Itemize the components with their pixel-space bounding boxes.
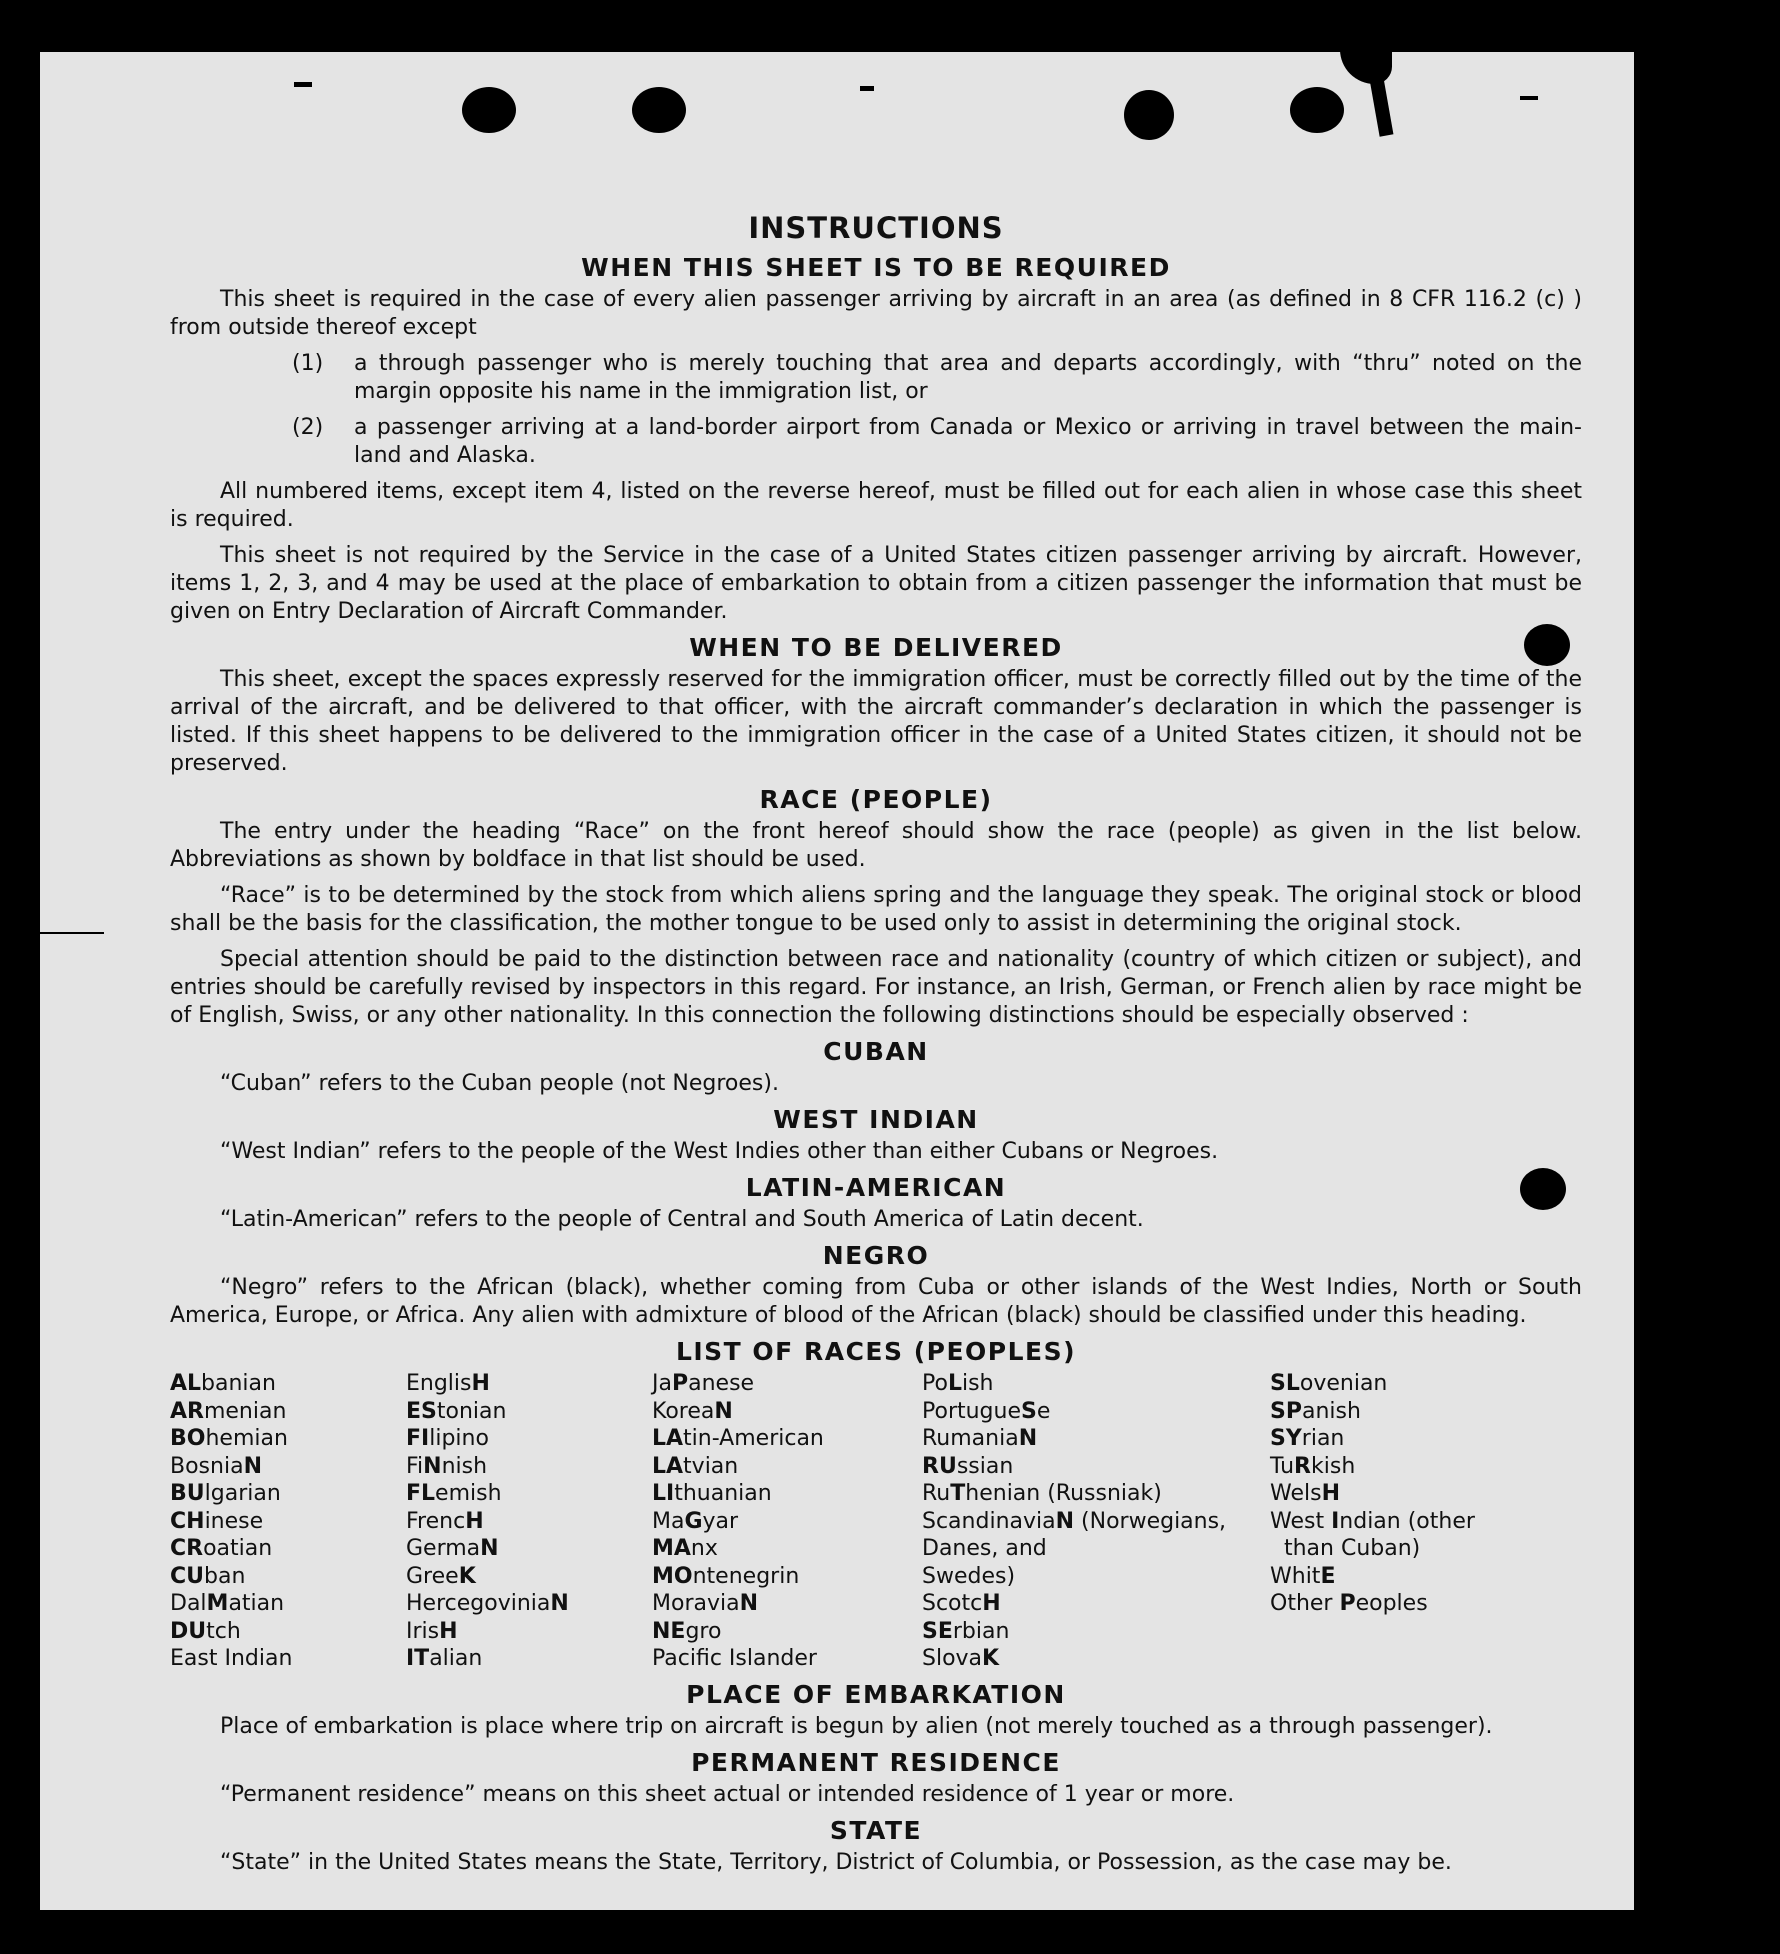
race-text: Englis bbox=[406, 1371, 472, 1396]
race-abbreviation: BU bbox=[170, 1481, 205, 1506]
race-text: Scotc bbox=[922, 1591, 983, 1616]
race-entry bbox=[170, 1563, 406, 1591]
race-text: ish bbox=[961, 1371, 994, 1396]
race-text: Scandinavia bbox=[922, 1508, 1056, 1534]
race-text: Wels bbox=[1270, 1481, 1322, 1506]
race-entry bbox=[922, 1590, 1270, 1618]
race-abbreviation: NE bbox=[652, 1618, 686, 1644]
item-number: (2) bbox=[292, 415, 324, 440]
race-abbreviation: AR bbox=[170, 1398, 204, 1424]
race-entry bbox=[406, 1508, 652, 1536]
race-entry bbox=[406, 1453, 652, 1481]
race-entry bbox=[1270, 1480, 1570, 1508]
race-entry bbox=[1270, 1398, 1570, 1426]
race-abbreviation: MO bbox=[652, 1563, 693, 1589]
race-entry bbox=[652, 1563, 922, 1591]
race-entry bbox=[406, 1563, 652, 1591]
section-heading-latin-american: LATIN-AMERICAN bbox=[745, 1173, 1007, 1202]
race-text: Swedes) bbox=[922, 1563, 1016, 1589]
race-abbreviation: N bbox=[714, 1398, 733, 1424]
race-abbreviation: MA bbox=[652, 1536, 691, 1561]
race-entry bbox=[170, 1453, 406, 1481]
race-abbreviation: BO bbox=[170, 1426, 206, 1451]
race-entry bbox=[652, 1618, 922, 1646]
race-entry bbox=[652, 1508, 922, 1536]
section-heading-residence: PERMANENT RESIDENCE bbox=[691, 1747, 1061, 1777]
race-para-1: The entry under the heading “Race” on the front hereof should show the race (people) as given in the list below. Abbreviations as shown by boldface in that list should be used. bbox=[170, 819, 1582, 872]
west-indian-definition: “West Indian” refers to the people of the West Indies other than either Cubans or Negroes. bbox=[220, 1139, 1219, 1164]
race-entry bbox=[406, 1618, 652, 1646]
required-intro: This sheet is required in the case of every alien passenger arriving by aircraft in an area (as defined in 8 CFR 116.2 (c) ) from outside thereof except bbox=[170, 287, 1582, 340]
race-abbreviation: S bbox=[1021, 1398, 1037, 1424]
section-heading-required: WHEN THIS SHEET IS TO BE REQUIRED bbox=[581, 253, 1171, 282]
race-para-3: Special attention should be paid to the distinction between race and nationality (country of which citizen or subject), and entries should be carefully revised by inspectors in this regard. For instance, an Irish, German, or French alien by race might be of English, Swiss, or any other nationality. In this connection the following distinctions should be especially observed : bbox=[170, 947, 1582, 1028]
race-abbreviation: N bbox=[739, 1591, 759, 1616]
race-text: Rumania bbox=[922, 1426, 1019, 1451]
race-text: oatian bbox=[203, 1536, 273, 1561]
race-abbreviation: H bbox=[982, 1591, 1001, 1616]
race-abbreviation: E bbox=[1320, 1563, 1336, 1589]
race-text: tch bbox=[206, 1618, 241, 1644]
race-text: Whit bbox=[1270, 1563, 1321, 1589]
race-abbreviation: IT bbox=[406, 1646, 430, 1671]
race-entry bbox=[170, 1480, 406, 1508]
torn-edge bbox=[1369, 71, 1394, 136]
section-heading-list-of-races: LIST OF RACES (PEOPLES) bbox=[675, 1337, 1077, 1366]
race-entry bbox=[170, 1508, 406, 1536]
race-text: eoples bbox=[1355, 1591, 1428, 1616]
race-text: Dal bbox=[170, 1591, 207, 1616]
race-text: banian bbox=[201, 1371, 276, 1396]
race-entry bbox=[406, 1425, 652, 1453]
races-list bbox=[170, 1370, 1582, 1673]
race-abbreviation: I bbox=[1331, 1508, 1340, 1534]
race-text: alian bbox=[429, 1646, 483, 1671]
section-heading-state: STATE bbox=[829, 1815, 923, 1845]
race-entry bbox=[1270, 1590, 1570, 1618]
race-text: Gree bbox=[406, 1563, 459, 1589]
race-entry bbox=[922, 1370, 1270, 1398]
race-entry bbox=[922, 1618, 1270, 1646]
race-text: Ru bbox=[922, 1481, 951, 1506]
race-entry bbox=[170, 1535, 406, 1563]
race-abbreviation: CR bbox=[170, 1536, 204, 1561]
race-text: Pacific Islander bbox=[652, 1646, 817, 1671]
race-para-2: “Race” is to be determined by the stock from which aliens spring and the language they speak. The original stock or blood shall be the basis for the classification, the mother tongue to be used only to assist in determining the original stock. bbox=[170, 883, 1582, 936]
race-text: Ma bbox=[652, 1508, 685, 1534]
race-entry bbox=[406, 1370, 652, 1398]
race-text: nish bbox=[441, 1453, 488, 1479]
race-entry bbox=[922, 1535, 1270, 1563]
race-abbreviation: K bbox=[458, 1563, 476, 1589]
race-abbreviation: SE bbox=[922, 1618, 953, 1644]
race-abbreviation: M bbox=[206, 1591, 229, 1616]
race-entry bbox=[652, 1398, 922, 1426]
race-text: anese bbox=[688, 1371, 755, 1396]
race-text: Moravia bbox=[652, 1591, 740, 1616]
section-heading-cuban: CUBAN bbox=[823, 1037, 929, 1066]
race-text: lipino bbox=[429, 1426, 489, 1451]
race-text: Other bbox=[1270, 1591, 1340, 1616]
race-text: Iris bbox=[406, 1618, 440, 1644]
race-abbreviation: N bbox=[423, 1453, 442, 1479]
race-text: kish bbox=[1311, 1453, 1356, 1479]
race-entry bbox=[922, 1425, 1270, 1453]
race-text: Portugue bbox=[922, 1398, 1021, 1424]
race-abbreviation: RU bbox=[922, 1453, 957, 1479]
race-abbreviation: K bbox=[982, 1646, 1000, 1671]
race-entry bbox=[922, 1453, 1270, 1481]
race-text: ban bbox=[204, 1563, 246, 1589]
race-text: hemian bbox=[205, 1426, 288, 1451]
state-definition: “State” in the United States means the State, Territory, District of Columbia, or Possession, as the case may be. bbox=[220, 1849, 1452, 1875]
race-entry bbox=[406, 1398, 652, 1426]
race-text: Fi bbox=[406, 1453, 424, 1479]
race-entry bbox=[170, 1618, 406, 1646]
race-abbreviation: P bbox=[1339, 1591, 1356, 1616]
race-text: ntenegrin bbox=[692, 1563, 800, 1589]
race-abbreviation: H bbox=[1321, 1481, 1340, 1506]
race-text: Ja bbox=[652, 1371, 672, 1396]
race-abbreviation: DU bbox=[170, 1618, 207, 1644]
section-heading-negro: NEGRO bbox=[822, 1241, 930, 1270]
race-entry bbox=[406, 1645, 652, 1673]
required-para-numbered-items: All numbered items, except item 4, listed on the reverse hereof, must be filled out for each alien in whose case this sheet is required. bbox=[170, 479, 1582, 532]
race-entry bbox=[922, 1645, 1270, 1673]
race-text: tvian bbox=[683, 1453, 739, 1479]
race-entry bbox=[652, 1425, 922, 1453]
race-abbreviation: G bbox=[684, 1508, 703, 1534]
race-text: gro bbox=[685, 1618, 722, 1644]
race-entry bbox=[922, 1563, 1270, 1591]
race-entry bbox=[170, 1645, 406, 1673]
punch-hole bbox=[1124, 90, 1174, 140]
race-text: Tu bbox=[1270, 1453, 1295, 1479]
race-abbreviation: T bbox=[950, 1481, 966, 1506]
race-abbreviation: LI bbox=[652, 1481, 675, 1506]
race-text: lgarian bbox=[204, 1481, 281, 1506]
negro-definition: “Negro” refers to the African (black), whether coming from Cuba or other islands of the West Indies, North or South America, Europe, or Africa. Any alien with admixture of blood of the African (black) should be classified under this heading. bbox=[170, 1275, 1582, 1328]
exception-item bbox=[170, 350, 1582, 406]
race-text: inese bbox=[204, 1508, 264, 1534]
torn-corner bbox=[1340, 48, 1392, 84]
page-title: INSTRUCTIONS bbox=[748, 211, 1004, 245]
race-abbreviation: L bbox=[947, 1371, 962, 1396]
race-abbreviation: AL bbox=[170, 1371, 202, 1396]
race-text: anish bbox=[1301, 1398, 1361, 1424]
race-entry bbox=[1270, 1453, 1570, 1481]
race-text: ovenian bbox=[1299, 1371, 1388, 1396]
race-entry bbox=[652, 1590, 922, 1618]
race-abbreviation: N bbox=[480, 1536, 499, 1561]
race-text: West bbox=[1270, 1508, 1332, 1534]
race-abbreviation: H bbox=[439, 1618, 458, 1644]
punch-hole bbox=[462, 87, 516, 133]
required-para-citizen: This sheet is not required by the Service in the case of a United States citizen passenger arriving by aircraft. However, items 1, 2, 3, and 4 may be used at the place of embarkation to obtain from a citizen passenger the information that must be given on Entry Declaration of Aircraft Commander. bbox=[170, 543, 1582, 624]
paper-mark bbox=[1520, 96, 1538, 100]
race-entry bbox=[406, 1590, 652, 1618]
race-text: nx bbox=[690, 1536, 718, 1561]
race-text: thuanian bbox=[674, 1481, 772, 1506]
race-entry bbox=[170, 1370, 406, 1398]
punch-hole bbox=[632, 87, 686, 133]
race-text: Slova bbox=[922, 1646, 983, 1671]
delivered-para: This sheet, except the spaces expressly reserved for the immigration officer, must be correctly filled out by the time of the arrival of the aircraft, and be delivered to that officer, with the aircraft commander’s declaration in which the passenger is listed. If this sheet happens to be delivered to the immigration officer in the case of a United States citizen, it should not be preserved. bbox=[170, 667, 1582, 776]
race-text: henian (Russniak) bbox=[965, 1481, 1162, 1506]
race-abbreviation: FI bbox=[406, 1426, 430, 1451]
race-abbreviation: SL bbox=[1270, 1371, 1300, 1396]
race-entry bbox=[652, 1535, 922, 1563]
race-entry bbox=[1270, 1425, 1570, 1453]
race-abbreviation: LA bbox=[652, 1453, 684, 1479]
section-heading-embarkation: PLACE OF EMBARKATION bbox=[686, 1679, 1066, 1709]
race-abbreviation: ES bbox=[406, 1398, 437, 1424]
race-text: Danes, and bbox=[922, 1536, 1047, 1561]
race-text: Po bbox=[922, 1371, 948, 1396]
race-abbreviation: FL bbox=[406, 1481, 436, 1506]
race-entry bbox=[170, 1590, 406, 1618]
race-text: Korea bbox=[652, 1398, 715, 1424]
race-text: ssian bbox=[956, 1453, 1014, 1479]
race-abbreviation: P bbox=[671, 1371, 689, 1396]
punch-hole bbox=[1290, 87, 1344, 133]
race-text: than Cuban) bbox=[1270, 1536, 1421, 1561]
race-entry bbox=[1270, 1563, 1570, 1591]
race-entry bbox=[1270, 1370, 1570, 1398]
race-abbreviation: H bbox=[471, 1371, 490, 1396]
race-text: East Indian bbox=[170, 1646, 293, 1671]
race-entry bbox=[652, 1480, 922, 1508]
race-text: menian bbox=[203, 1398, 287, 1424]
race-entry bbox=[922, 1480, 1270, 1508]
races-column bbox=[922, 1370, 1270, 1673]
section-heading-delivered: WHEN TO BE DELIVERED bbox=[689, 633, 1063, 662]
race-text: rian bbox=[1301, 1426, 1345, 1451]
cuban-definition: “Cuban” refers to the Cuban people (not Negroes). bbox=[220, 1071, 779, 1096]
race-abbreviation: LA bbox=[652, 1426, 684, 1451]
instructions-content bbox=[170, 162, 1582, 1883]
races-column bbox=[406, 1370, 652, 1673]
race-text: Hercegovinia bbox=[406, 1591, 551, 1616]
race-entry bbox=[406, 1535, 652, 1563]
exception-item bbox=[170, 414, 1582, 470]
race-text: e bbox=[1036, 1398, 1051, 1424]
document-sheet bbox=[40, 52, 1634, 1910]
item-text: a through passenger who is merely touching that area and departs accordingly, with “thru” noted on the margin opposite his name in the immigration list, or bbox=[354, 351, 1582, 404]
race-abbreviation: N bbox=[243, 1453, 262, 1479]
race-abbreviation: CH bbox=[170, 1508, 205, 1534]
item-number: (1) bbox=[292, 351, 324, 376]
paper-mark bbox=[34, 932, 104, 934]
race-entry bbox=[1270, 1508, 1570, 1536]
race-text: tin-American bbox=[683, 1426, 824, 1451]
race-entry bbox=[652, 1370, 922, 1398]
latin-american-definition: “Latin-American” refers to the people of Central and South America of Latin decent. bbox=[220, 1207, 1144, 1232]
race-entry bbox=[922, 1508, 1270, 1536]
race-entry bbox=[406, 1480, 652, 1508]
race-abbreviation: SP bbox=[1270, 1398, 1302, 1424]
race-entry bbox=[170, 1398, 406, 1426]
paper-mark bbox=[860, 86, 874, 91]
race-abbreviation: N bbox=[1018, 1426, 1038, 1451]
race-abbreviation: N bbox=[1055, 1508, 1075, 1534]
residence-definition: “Permanent residence” means on this sheet actual or intended residence of 1 year or more. bbox=[220, 1781, 1235, 1807]
race-abbreviation: N bbox=[550, 1591, 569, 1616]
section-heading-west-indian: WEST INDIAN bbox=[773, 1105, 979, 1134]
race-entry bbox=[922, 1398, 1270, 1426]
item-text: a passenger arriving at a land-border airport from Canada or Mexico or arriving in travel between the main-land and Alaska. bbox=[354, 415, 1582, 468]
race-text: rbian bbox=[952, 1618, 1010, 1644]
race-entry bbox=[170, 1425, 406, 1453]
race-abbreviation: H bbox=[465, 1508, 484, 1534]
race-text: atian bbox=[228, 1591, 285, 1616]
race-text: yar bbox=[702, 1508, 739, 1534]
races-column bbox=[652, 1370, 922, 1673]
race-text: Germa bbox=[406, 1536, 481, 1561]
races-column bbox=[170, 1370, 406, 1673]
race-text: emish bbox=[435, 1481, 502, 1506]
embarkation-definition: Place of embarkation is place where trip on aircraft is begun by alien (not merely touched as a through passenger). bbox=[220, 1713, 1493, 1739]
race-abbreviation: SY bbox=[1270, 1426, 1302, 1451]
race-abbreviation: R bbox=[1294, 1453, 1311, 1479]
race-text: Frenc bbox=[406, 1508, 466, 1534]
race-abbreviation: CU bbox=[170, 1563, 205, 1589]
race-entry bbox=[1270, 1535, 1570, 1563]
race-text: (Norwegians, bbox=[1074, 1508, 1227, 1534]
race-text: tonian bbox=[436, 1398, 507, 1424]
races-column bbox=[1270, 1370, 1570, 1673]
race-entry bbox=[652, 1645, 922, 1673]
paper-mark bbox=[294, 82, 312, 87]
section-heading-race: RACE (PEOPLE) bbox=[759, 785, 993, 814]
race-text: Bosnia bbox=[170, 1453, 244, 1479]
race-entry bbox=[652, 1453, 922, 1481]
race-text: ndian (other bbox=[1339, 1508, 1475, 1534]
